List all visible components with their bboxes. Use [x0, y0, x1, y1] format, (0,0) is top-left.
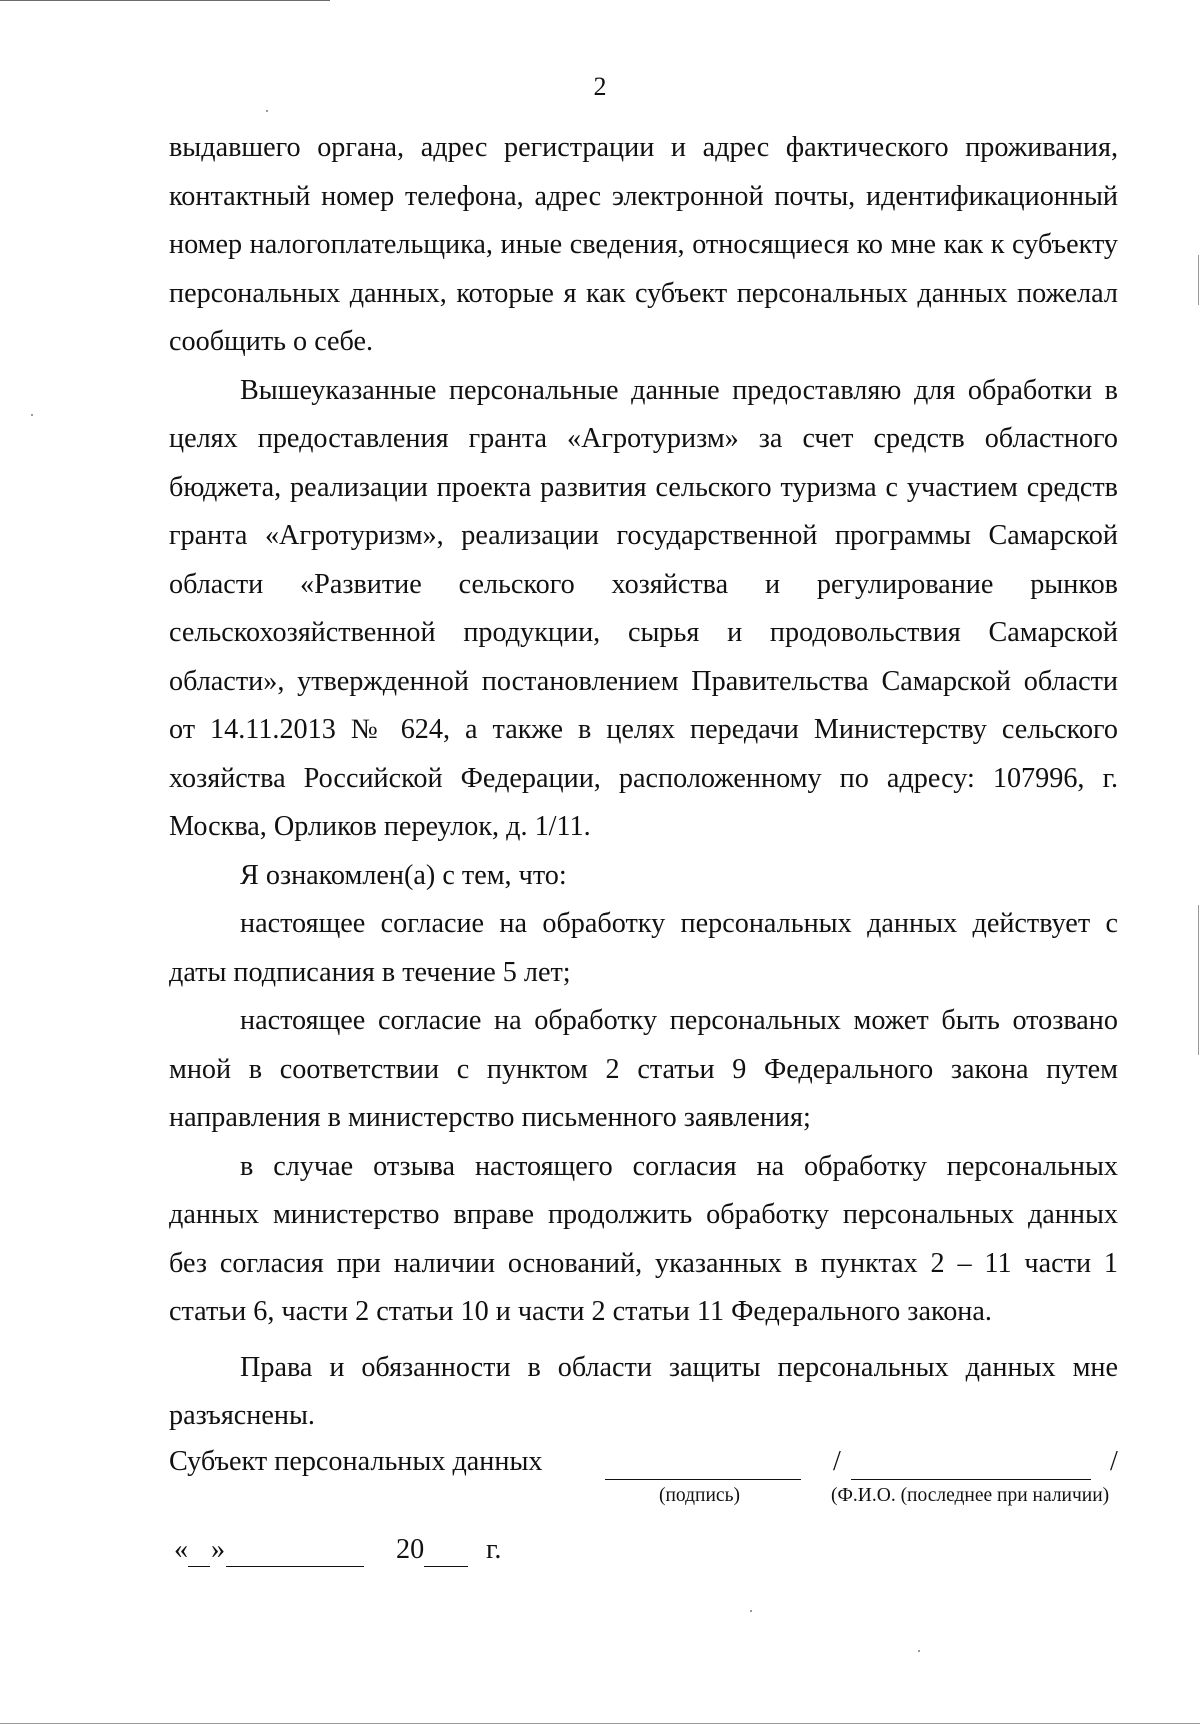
day-blank [188, 1566, 210, 1567]
signature-line [605, 1479, 801, 1480]
scan-speck [918, 1650, 920, 1652]
scan-speck [266, 110, 268, 112]
signature-caption: (подпись) [659, 1485, 740, 1506]
scan-speck [750, 1610, 752, 1612]
scan-edge-top [0, 0, 330, 1]
document-body [169, 124, 1118, 1441]
full-name-caption: (Ф.И.О. (последнее при наличии) [831, 1485, 1110, 1506]
year-prefix: 20 [396, 1534, 425, 1565]
scan-speck [31, 414, 33, 416]
year-suffix: г. [486, 1534, 502, 1565]
paragraph-acknowledgement-intro: Я ознакомлен(а) с тем, что: [240, 859, 567, 891]
scan-edge-right [1198, 905, 1199, 1055]
date-close-quote: » [211, 1534, 226, 1565]
year-blank [424, 1566, 468, 1567]
name-slash-left: / [833, 1446, 841, 1477]
month-blank [226, 1566, 364, 1567]
paragraph-consent-withdrawal: настоящее согласие на обработку персональных может быть отозвано мной в соответствии с пунктом 2 статьи 9 Федерального закона путем направления в министерство письменного заявления; [169, 1005, 1118, 1133]
paragraph-rights-explained: Права и обязанности в области защиты персональных данных мне разъяснены. [169, 1351, 1118, 1431]
signature-block [169, 1444, 1118, 1514]
paragraph-continued-identity-data: выдавшего органа, адрес регистрации и адрес фактического проживания, контактный номер телефона, адрес электронной почты, идентификационный номер налогоплательщика, иные сведения, относящиеся ко мне как к субъекту персональных данных, которые я как субъект персональных данных пожелал сообщить о себе. [169, 132, 1118, 357]
signature-subject-label: Субъект персональных данных [169, 1446, 543, 1477]
scan-edge-right [1198, 255, 1199, 305]
paragraph-processing-after-withdrawal: в случае отзыва настоящего согласия на обработку персональных данных министерство вправе продолжить обработку персональных данных без согласия при наличии оснований, указанных в пунктах 2 – 11 части 1 статьи 6, части 2 статьи 10 и части 2 статьи 11 Федерального закона. [169, 1150, 1118, 1327]
page-number: 2 [593, 72, 607, 101]
date-line [174, 1532, 574, 1572]
full-name-line [851, 1479, 1091, 1480]
date-open-quote: « [174, 1534, 189, 1565]
name-slash-right: / [1110, 1446, 1118, 1477]
paragraph-consent-validity: настоящее согласие на обработку персональных данных действует с даты подписания в течение 5 лет; [169, 908, 1118, 988]
paragraph-processing-purposes: Вышеуказанные персональные данные предоставляю для обработки в целях предоставления гранта «Агротуризм» за счет средств областного бюджета, реализации проекта развития сельского туризма с участием средств гранта «Агротуризм», реализации государственной программы Самарской области «Развитие сельского хозяйства и регулирование рынков сельскохозяйственной продукции, сырья и продовольствия Самарской области», утвержденной постановлением Правительства Самарской области от 14.11.2013 № 624, а также в целях передачи Министерству сельского хозяйства Российской Федерации, расположенному по адресу: 107996, г. Москва, Орликов переулок, д. 1/11. [169, 374, 1118, 842]
